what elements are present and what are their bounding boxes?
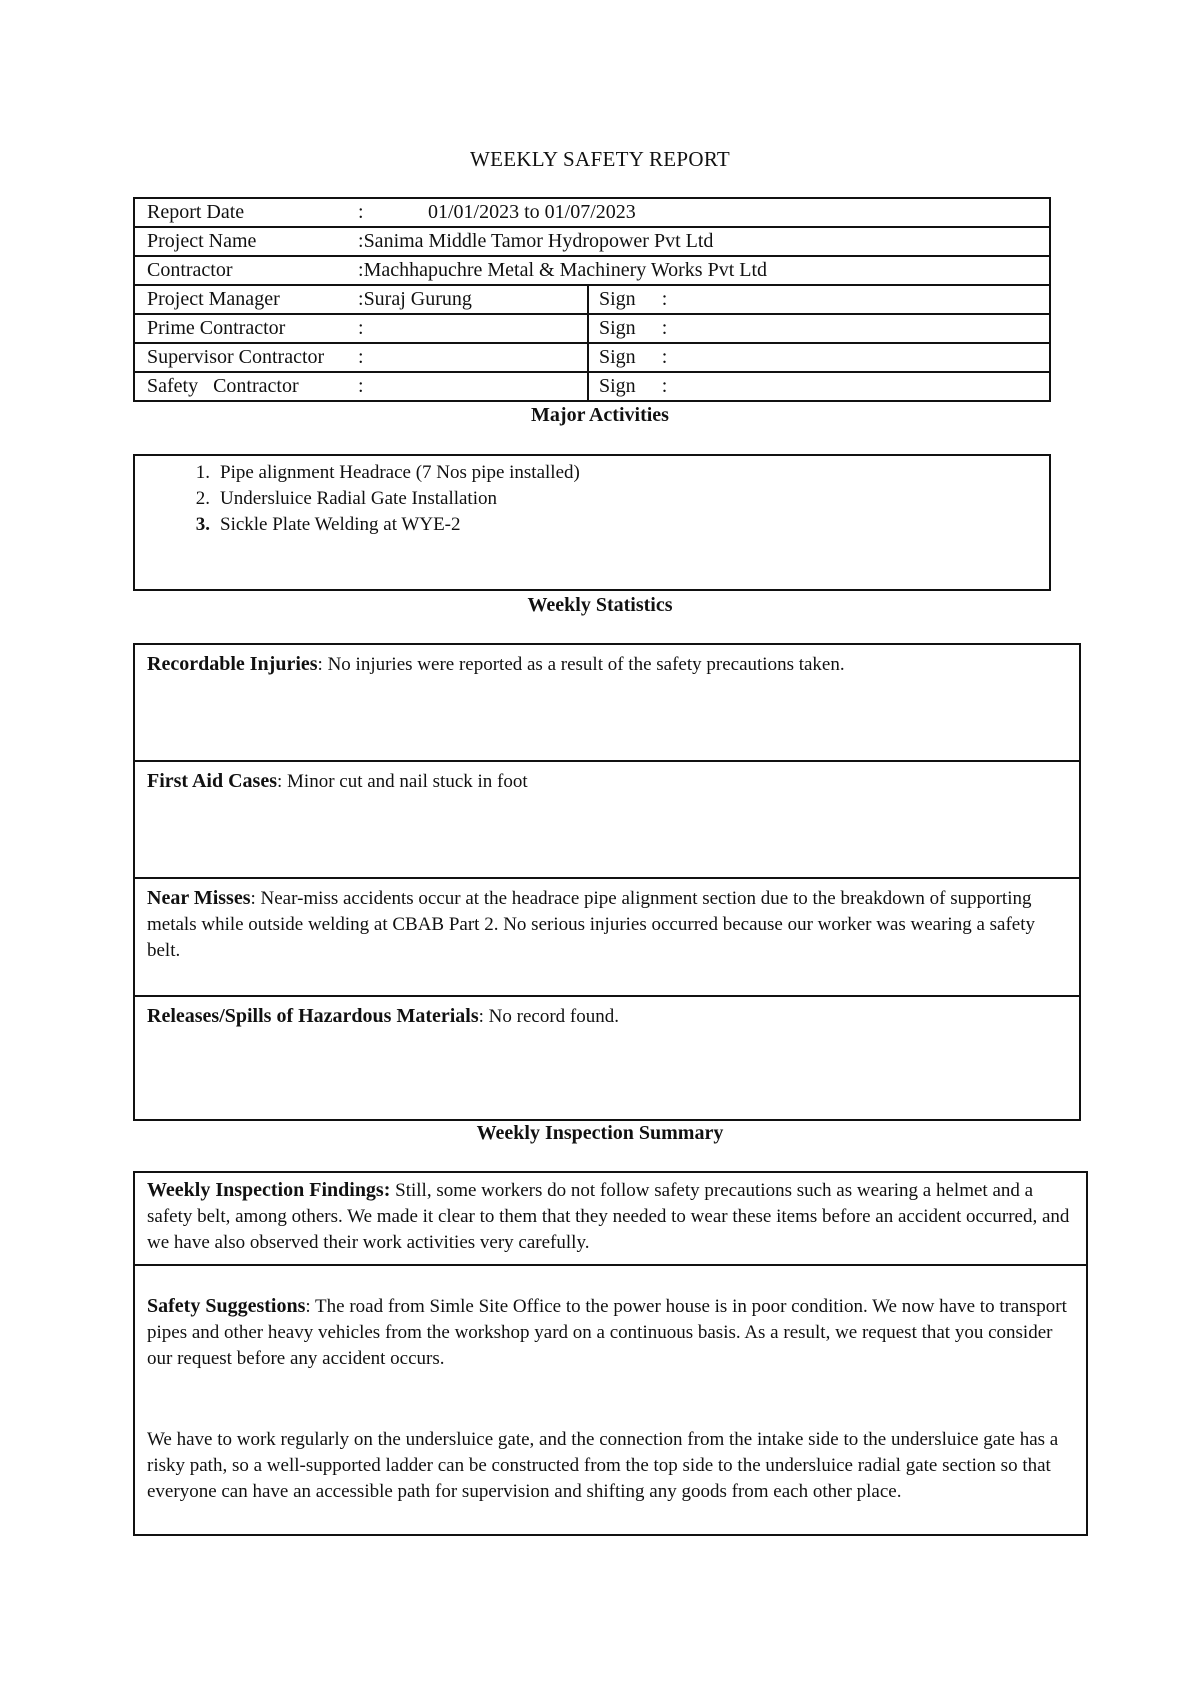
supervisor-contractor-sign: Sign : xyxy=(587,344,1049,371)
report-info-table xyxy=(133,197,1051,402)
inspection-findings-text: Still, some workers do not follow safety precautions such as wearing a helmet and a safety belt, among others. We made it clear to them that they needed to wear these items before an accident occurred, and we have also observed their work activities very carefully. xyxy=(147,1180,1070,1253)
list-item-text: Sickle Plate Welding at WYE-2 xyxy=(220,514,461,535)
prime-contractor-cell: : xyxy=(358,317,364,339)
recordable-injuries-label: Recordable Injuries xyxy=(147,653,318,675)
inspection-findings-label: Weekly Inspection Findings: xyxy=(147,1179,391,1201)
major-activities-box xyxy=(133,454,1051,591)
sign-label: Sign xyxy=(599,317,636,339)
inspection-summary-box xyxy=(133,1171,1088,1536)
info-row-safety-contractor xyxy=(135,373,1049,400)
info-row-project-manager xyxy=(135,286,1049,315)
safety-contractor-sign: Sign : xyxy=(587,373,1049,400)
supervisor-contractor-label: Supervisor Contractor xyxy=(147,346,325,368)
list-item-text: Pipe alignment Headrace (7 Nos pipe installed) xyxy=(220,462,580,483)
weekly-statistics-box xyxy=(133,643,1081,1121)
safety-contractor-cell: : xyxy=(358,375,364,397)
inspection-findings-cell xyxy=(135,1173,1086,1266)
releases-spills-label: Releases/Spills of Hazardous Materials xyxy=(147,1005,479,1027)
first-aid-cases-label: First Aid Cases xyxy=(147,770,277,792)
near-misses-cell xyxy=(135,879,1079,997)
colon: : xyxy=(358,201,364,223)
contractor-value: Machhapuchre Metal & Machinery Works Pvt Ltd xyxy=(363,259,768,281)
list-item xyxy=(135,512,1049,538)
safety-contractor-label: Safety Contractor xyxy=(147,375,299,397)
report-title: WEEKLY SAFETY REPORT xyxy=(469,147,731,171)
near-misses-label: Near Misses xyxy=(147,887,251,909)
contractor-label: Contractor xyxy=(147,259,233,281)
report-date-label: Report Date xyxy=(147,201,245,223)
releases-spills-cell xyxy=(135,997,1079,1119)
safety-suggestions-label: Safety Suggestions xyxy=(147,1295,306,1317)
report-date-value: 01/01/2023 to 01/07/2023 xyxy=(428,201,636,223)
list-item-number: 2. xyxy=(195,488,210,509)
first-aid-cases-cell xyxy=(135,762,1079,879)
info-row-contractor xyxy=(135,257,1049,286)
report-date-cell xyxy=(358,199,1049,226)
major-activities-list xyxy=(135,456,1049,538)
prime-contractor-label: Prime Contractor xyxy=(147,317,286,339)
near-misses-text: : Near-miss accidents occur at the headrace pipe alignment section due to the breakdown of supporting metals while outside welding at CBAB Part 2. No serious injuries occurred because our worker was wearing a safety belt. xyxy=(147,888,1036,961)
list-item-text: Undersluice Radial Gate Installation xyxy=(220,488,497,509)
supervisor-contractor-cell: : xyxy=(358,346,364,368)
info-row-report-date xyxy=(135,199,1049,228)
sign-label: Sign xyxy=(599,375,636,397)
sign-label: Sign xyxy=(599,288,636,310)
list-item-number: 3. xyxy=(195,514,210,535)
safety-suggestions-paragraph xyxy=(147,1293,1074,1372)
info-row-prime-contractor xyxy=(135,315,1049,344)
project-name-label: Project Name xyxy=(147,230,257,252)
project-manager-sign: Sign : xyxy=(587,286,1049,313)
list-item-number: 1. xyxy=(195,462,210,483)
releases-spills-text: : No record found. xyxy=(478,1006,619,1027)
contractor-cell: :Machhapuchre Metal & Machinery Works Pvt Ltd xyxy=(358,259,768,281)
weekly-inspection-summary-heading: Weekly Inspection Summary xyxy=(476,1122,724,1144)
recordable-injuries-cell xyxy=(135,645,1079,762)
info-row-project-name xyxy=(135,228,1049,257)
prime-contractor-sign: Sign : xyxy=(587,315,1049,342)
weekly-statistics-heading: Weekly Statistics xyxy=(527,594,673,616)
sign-label: Sign xyxy=(599,346,636,368)
major-activities-heading: Major Activities xyxy=(531,404,669,426)
project-manager-cell: :Suraj Gurung xyxy=(358,288,472,310)
first-aid-cases-text: : Minor cut and nail stuck in foot xyxy=(277,771,528,792)
project-name-value: Sanima Middle Tamor Hydropower Pvt Ltd xyxy=(363,230,714,252)
recordable-injuries-text: : No injuries were reported as a result of the safety precautions taken. xyxy=(317,654,845,675)
project-name-cell: :Sanima Middle Tamor Hydropower Pvt Ltd xyxy=(358,230,714,252)
project-manager-value: Suraj Gurung xyxy=(363,288,472,310)
project-manager-label: Project Manager xyxy=(147,288,280,310)
safety-suggestions-paragraph-2: We have to work regularly on the undersluice gate, and the connection from the intake side to the undersluice gate has a risky path, so a well-supported ladder can be constructed from the top side to the undersluice radial gate section so that everyone can have an accessible path for supervision and shifting any goods from each other place. xyxy=(147,1429,1059,1502)
list-item xyxy=(135,486,1049,512)
info-row-supervisor-contractor xyxy=(135,344,1049,373)
safety-suggestions-text: : The road from Simle Site Office to the power house is in poor condition. We now have to transport pipes and other heavy vehicles from the workshop yard on a continuous basis. As a result, we request that you consider our request before any accident occurs. xyxy=(147,1296,1067,1369)
list-item xyxy=(135,460,1049,486)
safety-suggestions-cell xyxy=(135,1266,1086,1534)
